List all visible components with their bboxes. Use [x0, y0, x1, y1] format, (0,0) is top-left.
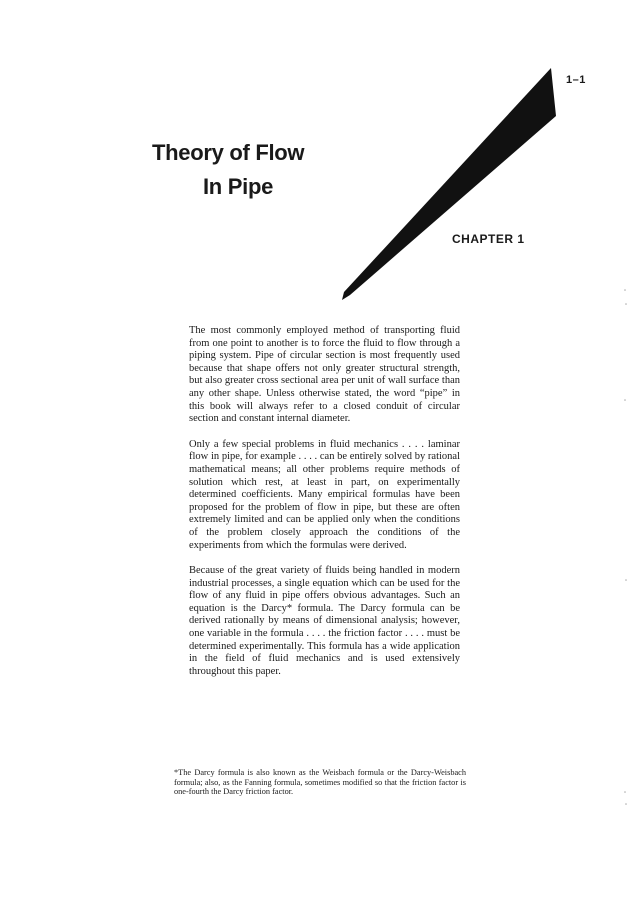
body-text — [189, 325, 460, 691]
chapter-title-line-1: Theory of Flow — [152, 140, 305, 165]
chapter-label: CHAPTER 1 — [452, 232, 525, 246]
paragraph-2: Only a few special problems in fluid mechanics . . . . laminar flow in pipe, for example . . . . can be entirely solved by rational mathematical means; all other problems require methods of solution which rest, at least in part, on experimentally determined coefficients. Many empirical formulas have been proposed for the problem of flow in pipe, but these are often extremely limited and can be applied only when the conditions of the problem closely approach the conditions of the experiments from which the formulas were derived. — [189, 438, 460, 551]
scan-edge-marks — [622, 280, 634, 840]
footnote: *The Darcy formula is also known as the Weisbach formula or the Darcy-Weisbach formula; also, as the Fanning formula, sometimes modified so that the friction factor is one-fourth the Darcy friction factor. — [174, 768, 466, 797]
paragraph-1: The most commonly employed method of transporting fluid from one point to another is to force the fluid to flow through a piping system. Pipe of circular section is most frequently used because that shape offers not only greater structural strength, but also greater cross sectional area per unit of wall surface than any other shape. Unless otherwise stated, the word “pipe” in this book will always refer to a closed conduit of circular section and constant internal diameter. — [189, 325, 460, 425]
chapter-title-line-2: In Pipe — [203, 174, 274, 199]
paragraph-3: Because of the great variety of fluids being handled in modern industrial processes, a single equation which can be used for the flow of any fluid in pipe offers obvious advantages. Such an equation is the Darcy* formula. The Darcy formula can be derived rationally by means of dimensional analysis; however, one variable in the formula . . . . the friction factor . . . . must be determined experimentally. This formula has a wide application in the field of fluid mechanics and is used extensively throughout this paper. — [189, 565, 460, 677]
page-number: 1–1 — [566, 74, 586, 86]
